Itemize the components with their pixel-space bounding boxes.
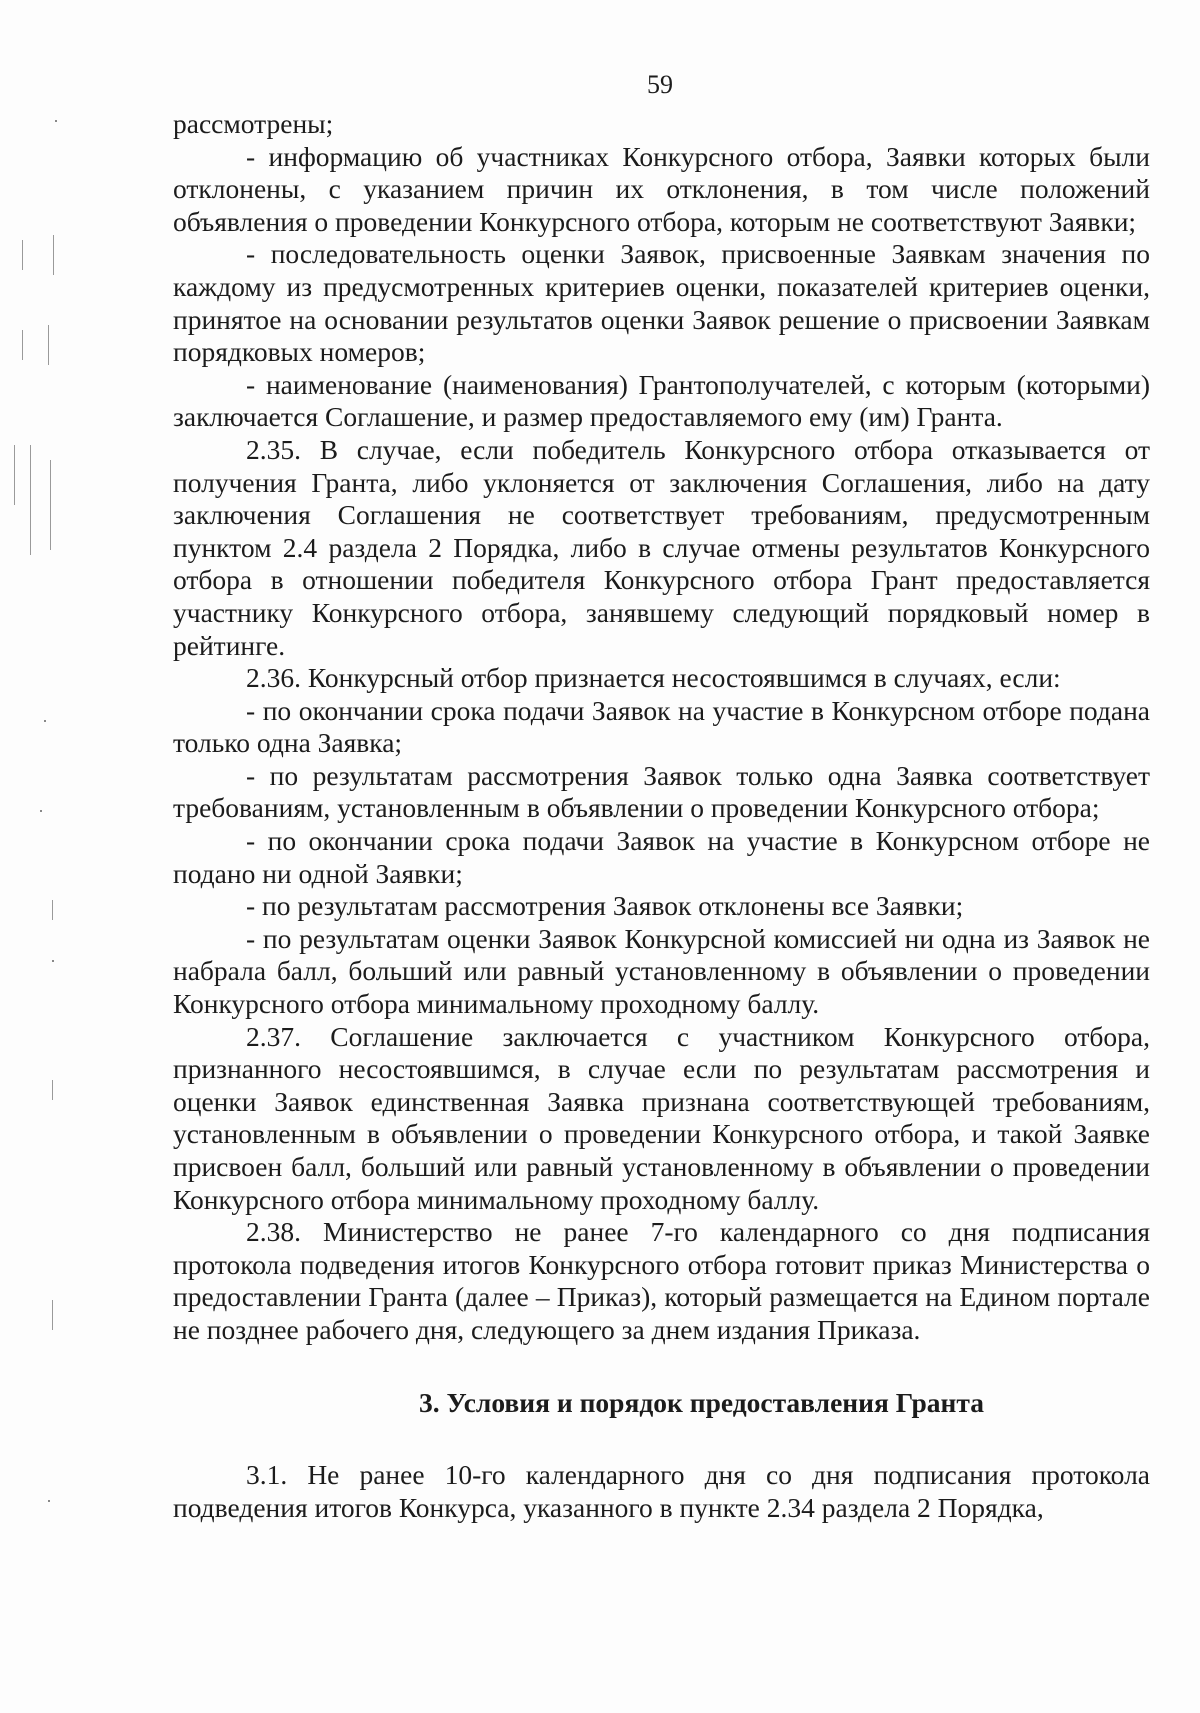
paragraph: - по результатам рассмотрения Заявок только одна Заявка соответствует требованиям, установленным в объявлении о проведении Конкурсного отбора; [173,759,1150,824]
paragraph: - информацию об участниках Конкурсного отбора, Заявки которых были отклонены, с указанием причин их отклонения, в том числе положений объявления о проведении Конкурсного отбора, которым не соответствуют Заявки; [173,140,1150,237]
paragraph: - по окончании срока подачи Заявок на участие в Конкурсном отборе подана только одна Заявка; [173,694,1150,759]
paragraph: 3.1. Не ранее 10-го календарного дня со дня подписания протокола подведения итогов Конкурса, указанного в пункте 2.34 раздела 2 Порядка, [173,1459,1150,1523]
document-body [173,108,1150,1524]
paragraph: - наименование (наименования) Грантополучателей, с которым (которыми) заключается Соглашение, и размер предоставляемого ему (им) Гранта. [173,368,1150,433]
paragraph: - по результатам оценки Заявок Конкурсной комиссией ни одна из Заявок не набрала балл, больший или равный установленному в объявлении о проведении Конкурсного отбора минимальному проходному баллу. [173,922,1150,1020]
paragraph: - по окончании срока подачи Заявок на участие в Конкурсном отборе не подано ни одной Заявки; [173,825,1150,889]
paragraph: 2.38. Министерство не ранее 7-го календарного со дня подписания протокола подведения итогов Конкурсного отбора готовит приказ Министерства о предоставлении Гранта (далее – Приказ), который размещается на Едином портале не позднее рабочего дня, следующего за днем издания Приказа. [173,1216,1150,1345]
paragraph: 2.36. Конкурсный отбор признается несостоявшимся в случаях, если: [246,662,1061,694]
paragraph: рассмотрены; [173,108,334,139]
paragraph: - последовательность оценки Заявок, присвоенные Заявкам значения по каждому из предусмотренных критериев оценки, показателей критериев оценки, принятое на основании результатов оценки Заявок решение о присвоении Заявкам порядковых номеров; [173,238,1150,368]
scan-margin-marks [0,0,80,1713]
section-heading: 3. Условия и порядок предоставления Гранта [419,1386,984,1418]
paragraph: 2.35. В случае, если победитель Конкурсного отбора отказывается от получения Гранта, либо уклоняется от заключения Соглашения, либо на дату заключения Соглашения не соответствует требованиям, предусмотренным пунктом 2.4 раздела 2 Порядка, либо в случае отмены результатов Конкурсного отбора в отношении победителя Конкурсного отбора Грант предоставляется участнику Конкурсного отбора, занявшему следующий порядковый номер в рейтинге. [173,433,1150,661]
paragraph: 2.37. Соглашение заключается с участником Конкурсного отбора, признанного несостоявшимся, в случае если по результатам рассмотрения и оценки Заявок единственная Заявка признана соответствующей требованиям, установленным в объявлении о проведении Конкурсного отбора, и такой Заявке присвоен балл, больший или равный установленному в объявлении о проведении Конкурсного отбора минимальному проходному баллу. [173,1020,1150,1215]
paragraph: - по результатам рассмотрения Заявок отклонены все Заявки; [246,890,964,922]
page-number: 59 [647,70,673,99]
